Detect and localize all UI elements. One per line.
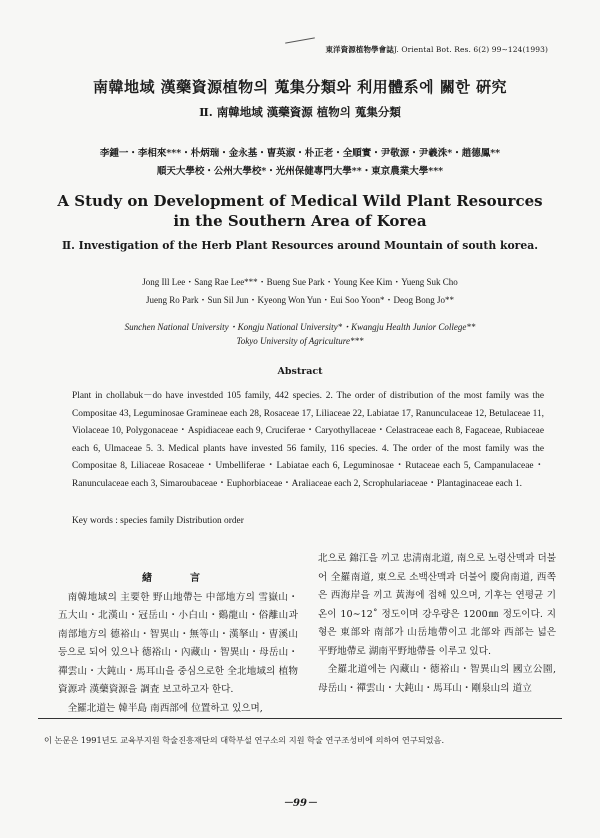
- english-subtitle: Ⅱ. Investigation of the Herb Plant Resources around Mountain of south korea.: [62, 239, 538, 252]
- journal-name-korean: 東洋資源植物學會誌: [325, 45, 394, 54]
- footnote: 이 논문은 1991년도 교육부지원 학술진흥재단의 대학부설 연구소의 지원 학술 연구조성비에 의하여 연구되었음.: [44, 735, 445, 745]
- korean-authors: 李鍾一・李相來***・朴炳瑞・金永基・曺英淑・朴正老・全順實・尹敬源・尹羲洙*・趙德鳳**: [99, 148, 501, 159]
- english-title-line1: A Study on Development of Medical Wild Plant Resources: [57, 192, 543, 210]
- english-title-line2: in the Southern Area of Korea: [173, 212, 427, 230]
- english-authors-line1: Jong Ill Lee・Sang Rae Lee***・Bueng Sue Park・Young Kee Kim・Yueng Suk Cho: [142, 277, 458, 287]
- keywords: Key words : species family Distribution order: [72, 516, 244, 526]
- english-affiliations-line1: Sunchen National University・Kongju National University*・Kwangju Health Junior College**: [124, 322, 476, 332]
- english-authors-line2: Jueng Ro Park・Sun Sil Jun・Kyeong Won Yun・Eui Soo Yoon*・Deog Bong Jo**: [145, 295, 455, 305]
- journal-decor-line: [285, 37, 315, 43]
- intro-paragraph: 全羅北道는 韓半島 南西部에 位置하고 있으며,: [67, 702, 263, 714]
- intro-paragraph: 南韓地域의 主要한 野山地帶는 中部地方의 雪嶽山・五大山・北漢山・冠岳山・小白山・鷄龍山・俗離山과 南部地方의 德裕山・智異山・無等山・漢拏山・曺溪山등으로 되어 있으나 德裕山・內藏山・智異山・母岳山・禪雲山・大鈍山・馬耳山을 중심으로한 全北地域의 植物資源과 漢藥資源을 調査 보고하고자 한다.: [58, 591, 298, 695]
- page-number: －99－: [283, 798, 317, 809]
- intro-paragraph: 全羅北道에는 內藏山・德裕山・智異山의 國立公園, 母岳山・禪雲山・大鈍山・馬耳山・剛泉山의 道立: [318, 664, 556, 694]
- intro-left-column: [58, 570, 298, 718]
- abstract-body: Plant in chollabuk－do have investded 105 family, 442 species. 2. The order of distribution of the most family was the Compositae 43, Leguminosae Gramineae each 28, Rosaceae 17, Liliaceae 22, Labiatae 17, Ranunculaceae 12, Betulaceae 11, Violaceae 10, Polygonaceae・Aspidiaceae each 9, Cruciferae・Caryothyllaceae・Celastraceae each 8, Fagaceae, Rubiaceae each 6, Ulmaceae 5. 3. Medical plants have invested 56 family, 116 species. 4. The order of the most family was the Compositae 8, Liliaceae Rosaceae・Umbelliferae・Labiatae each 6, Leguminosae・Rutaceae each 5, Campanulaceae・Ranunculaceae each 3, Simaroubaceae・Euphorbiaceae・Araliaceae each 2, Scrophulariaceae・Plantaginaceae each 1.: [72, 391, 544, 489]
- intro-paragraph: 北으로 錦江을 끼고 忠淸南北道, 南으로 노령산맥과 더불어 全羅南道, 東으로 소백산맥과 더불어 慶尙南道, 西쪽은 西海岸을 끼고 黃海에 접해 있으며, 기후는 연평균 기온이 10∼12˚ 정도이며 강우량은 1200㎜ 정도이다. 지형은 東部와 南部가 山岳地帶이고 北部와 西部는 넓은 平野地帶로 湖南平野地帶를 이루고 있다.: [318, 553, 556, 657]
- journal-citation: J. Oriental Bot. Res. 6(2) 99∼124(1993): [393, 45, 548, 54]
- journal-reference: [325, 44, 548, 55]
- abstract-heading: Abstract: [277, 366, 323, 377]
- korean-subtitle: Ⅱ. 南韓地域 漢藥資源 植物의 蒐集分類: [199, 105, 401, 119]
- intro-right-column: [318, 550, 556, 698]
- footnote-divider: [38, 718, 562, 719]
- korean-affiliations: 順天大學校・公州大學校*・光州保健專門大學**・東京農業大學***: [156, 166, 444, 177]
- korean-title: 南韓地域 漢藥資源植物의 蒐集分類와 利用體系에 關한 硏究: [92, 78, 508, 96]
- intro-heading: 緖 言: [142, 573, 214, 584]
- english-affiliations-line2: Tokyo University of Agriculture***: [236, 336, 364, 346]
